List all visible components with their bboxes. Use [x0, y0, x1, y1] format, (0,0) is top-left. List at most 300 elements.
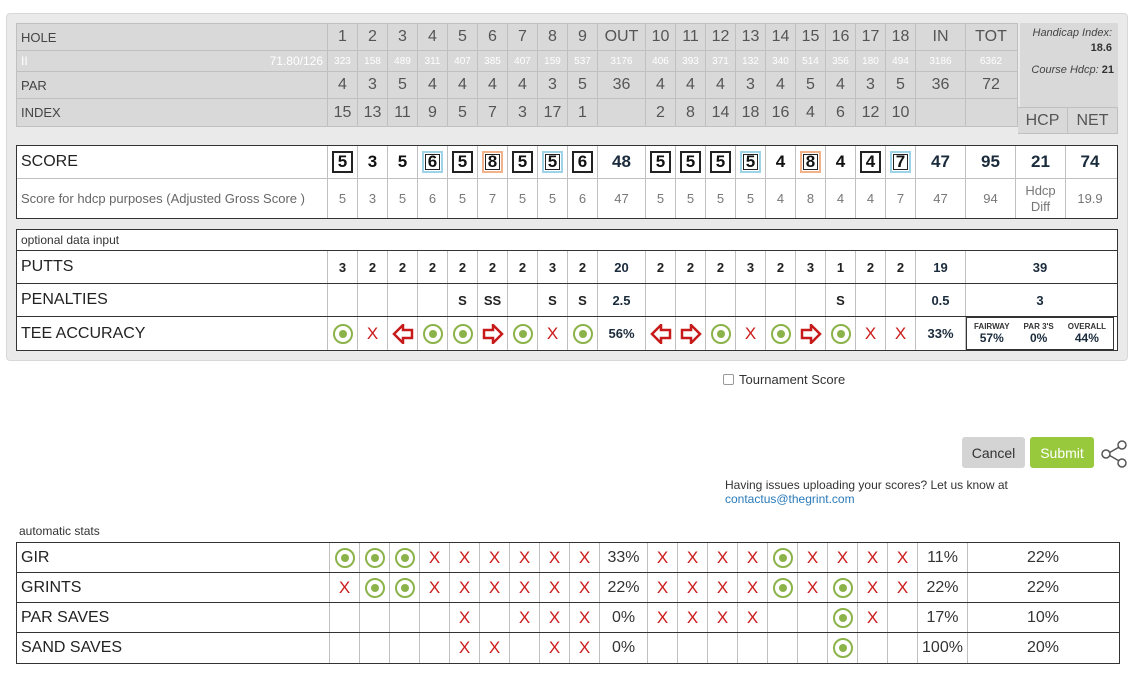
- hole-tee-accuracy[interactable]: [358, 317, 388, 350]
- hole-tee-accuracy[interactable]: [856, 317, 886, 350]
- hole-putts[interactable]: 2: [358, 251, 388, 283]
- x-icon: X: [806, 547, 819, 567]
- x-icon: X: [428, 577, 441, 597]
- hole-putts[interactable]: 2: [886, 251, 916, 283]
- hole-index: 15: [328, 99, 358, 126]
- penalties-label: PENALTIES: [17, 284, 328, 316]
- hole-score-input[interactable]: 5: [680, 151, 701, 173]
- x-icon: X: [896, 577, 909, 597]
- in-par: 36: [916, 72, 966, 98]
- hole-score-input[interactable]: 8: [482, 151, 503, 173]
- auto-stat-hole: [648, 603, 678, 632]
- auto-stat-hole: [360, 573, 390, 602]
- target-icon: [833, 608, 853, 628]
- target-icon: [395, 578, 415, 598]
- yardage-row: [17, 51, 1017, 72]
- hole-index: 17: [538, 99, 568, 126]
- hole-penalties[interactable]: [418, 284, 448, 316]
- x-icon: X: [458, 638, 471, 657]
- auto-stat-hole: [450, 633, 480, 663]
- hole-index: 13: [358, 99, 388, 126]
- adjusted-hole-score: 5: [706, 179, 736, 218]
- hole-putts[interactable]: 3: [538, 251, 568, 283]
- adjusted-hole-score: 5: [538, 179, 568, 218]
- index-label: INDEX: [17, 99, 328, 126]
- hole-par: 4: [418, 72, 448, 98]
- hole-putts[interactable]: 2: [676, 251, 706, 283]
- hole-index: 14: [706, 99, 736, 126]
- x-icon: X: [686, 547, 699, 567]
- hole-number: 15: [796, 24, 826, 50]
- x-icon: X: [656, 547, 669, 567]
- hole-index: 6: [826, 99, 856, 126]
- x-icon: X: [546, 323, 559, 343]
- auto-stat-hole: [648, 633, 678, 663]
- adjusted-hole-score: 4: [766, 179, 796, 218]
- tee-label: [17, 51, 328, 71]
- hole-penalties[interactable]: [736, 284, 766, 316]
- hole-penalties[interactable]: [388, 284, 418, 316]
- x-icon: X: [338, 577, 351, 597]
- arrow-right-icon: [800, 324, 822, 344]
- auto-stat-hole: [678, 543, 708, 572]
- score-row: [17, 146, 1117, 179]
- hole-index: 1: [568, 99, 598, 126]
- target-icon: [395, 548, 415, 568]
- target-icon: [833, 638, 853, 658]
- hole-index: 7: [478, 99, 508, 126]
- auto-stat-hole: [678, 573, 708, 602]
- hole-tee-accuracy[interactable]: [886, 317, 916, 350]
- out-penalties: 2.5: [598, 284, 646, 316]
- hole-tee-accuracy[interactable]: [736, 317, 766, 350]
- hole-number: 9: [568, 24, 598, 50]
- hole-score-cell: [478, 146, 508, 178]
- auto-stat-hole: [828, 633, 858, 663]
- par3-value: 0%: [1029, 331, 1048, 345]
- hole-score-input[interactable]: 7: [890, 151, 911, 173]
- hole-putts[interactable]: 2: [418, 251, 448, 283]
- hole-putts[interactable]: 2: [508, 251, 538, 283]
- hole-penalties[interactable]: [328, 284, 358, 316]
- hole-index: 5: [448, 99, 478, 126]
- hole-penalties[interactable]: S: [538, 284, 568, 316]
- out-par: 36: [598, 72, 646, 98]
- share-icon[interactable]: [1100, 440, 1128, 468]
- auto-stat-hole: [858, 633, 888, 663]
- hole-yardage: 494: [886, 51, 916, 71]
- auto-stat-hole: [330, 603, 360, 632]
- hole-tee-accuracy[interactable]: [328, 317, 358, 350]
- hole-tee-accuracy[interactable]: [568, 317, 598, 350]
- target-icon: [831, 324, 851, 344]
- target-icon: [365, 548, 385, 568]
- x-icon: X: [548, 547, 561, 567]
- hole-putts[interactable]: 2: [856, 251, 886, 283]
- adjusted-hole-score: 5: [676, 179, 706, 218]
- automatic-stats-table: [16, 542, 1120, 664]
- auto-stat-hole: [420, 543, 450, 572]
- total-yardage: 6362: [979, 55, 1003, 67]
- x-icon: X: [518, 577, 531, 597]
- contact-email-link[interactable]: contactus@thegrint.com: [725, 492, 855, 506]
- fairway-stat: [974, 322, 1010, 345]
- auto-stat-out: 33%: [600, 543, 648, 572]
- hole-putts[interactable]: 2: [478, 251, 508, 283]
- x-icon: X: [686, 607, 699, 627]
- hcp-label: HCP: [1018, 108, 1068, 133]
- hole-putts[interactable]: 2: [766, 251, 796, 283]
- auto-stat-hole: [390, 573, 420, 602]
- fairway-label: FAIRWAY: [973, 322, 1010, 331]
- auto-stat-hole: [888, 603, 918, 632]
- adjusted-hole-score: 4: [826, 179, 856, 218]
- auto-stat-hole: [768, 543, 798, 572]
- target-icon: [365, 578, 385, 598]
- adjusted-hole-score: 4: [856, 179, 886, 218]
- hole-putts[interactable]: 2: [388, 251, 418, 283]
- x-icon: X: [428, 547, 441, 567]
- out-yardage: 3176: [598, 51, 646, 71]
- tot-index-empty: [966, 99, 1016, 126]
- hole-index: 4: [796, 99, 826, 126]
- x-icon: X: [656, 577, 669, 597]
- hole-tee-accuracy[interactable]: [646, 317, 676, 350]
- in-penalties: 0.5: [916, 284, 966, 316]
- auto-stat-label: PAR SAVES: [17, 603, 330, 632]
- hole-tee-accuracy[interactable]: [676, 317, 706, 350]
- x-icon: X: [864, 323, 877, 343]
- hole-tee-accuracy[interactable]: [706, 317, 736, 350]
- hole-number: 10: [646, 24, 676, 50]
- auto-stat-total: 22%: [1026, 548, 1060, 566]
- submit-button[interactable]: Submit: [1030, 437, 1094, 468]
- hole-putts[interactable]: 2: [448, 251, 478, 283]
- tournament-score-checkbox[interactable]: [723, 374, 734, 385]
- scorecard-header: [16, 23, 1018, 127]
- in-score: 47: [916, 146, 966, 178]
- out-putts: 20: [598, 251, 646, 283]
- hole-tee-accuracy[interactable]: [796, 317, 826, 350]
- x-icon: X: [716, 547, 729, 567]
- auto-stat-out: 0%: [600, 603, 648, 632]
- hole-putts[interactable]: 3: [328, 251, 358, 283]
- total-putts: 39: [1032, 259, 1048, 275]
- hole-index: 3: [508, 99, 538, 126]
- x-icon: X: [866, 547, 879, 567]
- tournament-score-label: Tournament Score: [739, 372, 846, 387]
- auto-stat-hole: [390, 603, 420, 632]
- hole-par: 4: [328, 72, 358, 98]
- hole-tee-accuracy[interactable]: [538, 317, 568, 350]
- adjusted-hole-score: 5: [736, 179, 766, 218]
- hole-score-cell: [736, 146, 766, 178]
- auto-stat-hole: [330, 633, 360, 663]
- auto-stat-hole: [768, 603, 798, 632]
- adjusted-hole-score: 3: [358, 179, 388, 218]
- hole-index: 8: [676, 99, 706, 126]
- hole-putts[interactable]: 2: [568, 251, 598, 283]
- auto-stat-out: 22%: [600, 573, 648, 602]
- adjusted-hole-score: 7: [478, 179, 508, 218]
- hole-number: 18: [886, 24, 916, 50]
- hole-putts[interactable]: 2: [646, 251, 676, 283]
- x-icon: X: [518, 547, 531, 567]
- hole-tee-accuracy[interactable]: [826, 317, 856, 350]
- hole-score-cell: [388, 146, 418, 178]
- hole-index: 9: [418, 99, 448, 126]
- hole-score-input[interactable]: 5: [650, 151, 671, 173]
- hole-tee-accuracy[interactable]: [478, 317, 508, 350]
- hole-yardage: 407: [448, 51, 478, 71]
- hole-penalties[interactable]: S: [448, 284, 478, 316]
- x-icon: X: [578, 607, 591, 627]
- par3-label: PAR 3'S: [1023, 322, 1054, 331]
- target-icon: [773, 548, 793, 568]
- index-row: [17, 99, 1017, 126]
- hole-score-input[interactable]: 6: [422, 151, 443, 173]
- auto-stat-hole: [330, 543, 360, 572]
- hole-penalties[interactable]: [706, 284, 736, 316]
- hole-score-input[interactable]: 5: [512, 151, 533, 173]
- hole-number: 14: [766, 24, 796, 50]
- hole-penalties[interactable]: [796, 284, 826, 316]
- auto-stat-in: 11%: [918, 543, 968, 572]
- x-icon: X: [578, 547, 591, 567]
- putts-row: [17, 251, 1117, 284]
- auto-stat-hole: [330, 573, 360, 602]
- overall-stat: [1068, 322, 1106, 345]
- auto-stat-hole: [738, 573, 768, 602]
- target-icon: [711, 324, 731, 344]
- adjusted-hole-score: 6: [568, 179, 598, 218]
- arrow-right-icon: [482, 324, 504, 344]
- out-index-empty: [598, 99, 646, 126]
- automatic-stats-title: automatic stats: [19, 524, 100, 538]
- total-score: 95: [966, 146, 1016, 178]
- auto-stat-hole: [798, 603, 828, 632]
- hole-score-input[interactable]: 4: [860, 151, 881, 173]
- hole-score-input[interactable]: 5: [740, 151, 761, 173]
- auto-stat-hole: [708, 573, 738, 602]
- hole-number: 8: [538, 24, 568, 50]
- hole-tee-accuracy[interactable]: [388, 317, 418, 350]
- adjusted-score-label: Score for hdcp purposes (Adjusted Gross Score ): [17, 179, 328, 218]
- hole-index: 2: [646, 99, 676, 126]
- auto-stat-hole: [480, 573, 510, 602]
- auto-stat-hole: [678, 633, 708, 663]
- auto-stat-hole: [540, 603, 570, 632]
- handicap-index-value: 18.6: [1090, 42, 1112, 54]
- arrow-right-icon: [680, 324, 702, 344]
- hole-number: 17: [856, 24, 886, 50]
- hole-row: [17, 24, 1017, 51]
- adjusted-hole-score: 5: [328, 179, 358, 218]
- total-par: 72: [982, 76, 1000, 93]
- x-icon: X: [488, 577, 501, 597]
- hole-score-input[interactable]: 3: [367, 152, 378, 171]
- hole-number: 2: [358, 24, 388, 50]
- hole-penalties[interactable]: S: [826, 284, 856, 316]
- hole-putts[interactable]: 1: [826, 251, 856, 283]
- hole-yardage: 371: [706, 51, 736, 71]
- auto-stat-row: [17, 543, 1119, 573]
- hole-tee-accuracy[interactable]: [448, 317, 478, 350]
- hole-score-input[interactable]: 8: [800, 151, 821, 173]
- hole-par: 4: [706, 72, 736, 98]
- hole-penalties[interactable]: [766, 284, 796, 316]
- auto-stat-hole: [480, 603, 510, 632]
- x-icon: X: [746, 577, 759, 597]
- target-icon: [513, 324, 533, 344]
- hole-score-input[interactable]: 5: [332, 151, 353, 173]
- hole-score-input[interactable]: 4: [775, 152, 786, 171]
- handicap-info: [1020, 23, 1118, 107]
- hole-penalties[interactable]: SS: [478, 284, 508, 316]
- auto-stat-hole: [540, 573, 570, 602]
- par3-stat: [1024, 322, 1054, 345]
- hole-number: 7: [508, 24, 538, 50]
- hole-tee-accuracy[interactable]: [508, 317, 538, 350]
- hole-par: 4: [826, 72, 856, 98]
- auto-stat-hole: [678, 603, 708, 632]
- target-icon: [773, 578, 793, 598]
- cancel-button[interactable]: Cancel: [962, 437, 1025, 468]
- in-tee-accuracy: 33%: [916, 317, 966, 350]
- hole-par: 5: [568, 72, 598, 98]
- hole-yardage: 180: [856, 51, 886, 71]
- hole-yardage: 385: [478, 51, 508, 71]
- auto-stat-hole: [420, 573, 450, 602]
- hole-tee-accuracy[interactable]: [766, 317, 796, 350]
- hole-yardage: 311: [418, 51, 448, 71]
- auto-stat-hole: [738, 633, 768, 663]
- hole-penalties[interactable]: [508, 284, 538, 316]
- hole-label: HOLE: [17, 24, 328, 50]
- auto-stat-row: [17, 603, 1119, 633]
- hole-putts[interactable]: 2: [706, 251, 736, 283]
- adjusted-hole-score: 7: [886, 179, 916, 218]
- course-handicap-label: Course Hdcp:: [1031, 64, 1099, 76]
- auto-stat-hole: [828, 603, 858, 632]
- hole-score-cell: [418, 146, 448, 178]
- hcp-value: 21: [1016, 146, 1066, 178]
- auto-stat-in: 17%: [918, 603, 968, 632]
- hole-par: 4: [676, 72, 706, 98]
- hole-penalties[interactable]: S: [568, 284, 598, 316]
- hole-score-input[interactable]: 5: [542, 151, 563, 173]
- x-icon: X: [836, 547, 849, 567]
- hole-putts[interactable]: 3: [736, 251, 766, 283]
- arrow-left-icon: [650, 324, 672, 344]
- x-icon: X: [458, 547, 471, 567]
- hole-yardage: 132: [736, 51, 766, 71]
- x-icon: X: [894, 323, 907, 343]
- hole-score-cell: [676, 146, 706, 178]
- auto-stat-row: [17, 633, 1119, 663]
- auto-stat-hole: [828, 543, 858, 572]
- auto-stat-hole: [450, 543, 480, 572]
- auto-stat-hole: [570, 573, 600, 602]
- hole-index: 12: [856, 99, 886, 126]
- hole-penalties[interactable]: [646, 284, 676, 316]
- hole-score-input[interactable]: 5: [397, 152, 408, 171]
- hole-yardage: 323: [328, 51, 358, 71]
- hole-score-input[interactable]: 5: [710, 151, 731, 173]
- tournament-score[interactable]: [723, 372, 845, 387]
- hole-tee-accuracy[interactable]: [418, 317, 448, 350]
- hole-score-input[interactable]: 6: [572, 151, 593, 173]
- auto-stat-hole: [390, 543, 420, 572]
- adjusted-hole-score: 8: [796, 179, 826, 218]
- hole-index: 10: [886, 99, 916, 126]
- x-icon: X: [866, 607, 879, 627]
- out-score: 48: [598, 146, 646, 178]
- hole-score-cell: [358, 146, 388, 178]
- hole-putts[interactable]: 3: [796, 251, 826, 283]
- target-icon: [423, 324, 443, 344]
- adjusted-hole-score: 6: [418, 179, 448, 218]
- auto-stat-hole: [798, 633, 828, 663]
- hole-score-input[interactable]: 4: [835, 152, 846, 171]
- hole-number: 11: [676, 24, 706, 50]
- hole-number: 13: [736, 24, 766, 50]
- hole-penalties[interactable]: [358, 284, 388, 316]
- handicap-index-label: Handicap Index:: [1032, 27, 1112, 39]
- auto-stat-total: 22%: [1026, 578, 1060, 596]
- hole-score-input[interactable]: 5: [452, 151, 473, 173]
- auto-stat-hole: [648, 543, 678, 572]
- hole-score-cell: [856, 146, 886, 178]
- tot-label: TOT: [975, 28, 1007, 45]
- x-icon: X: [746, 547, 759, 567]
- auto-stat-hole: [480, 633, 510, 663]
- auto-stat-hole: [888, 633, 918, 663]
- hole-yardage: 393: [676, 51, 706, 71]
- auto-stat-hole: [480, 543, 510, 572]
- score-label: SCORE: [17, 146, 328, 178]
- hole-penalties[interactable]: [886, 284, 916, 316]
- score-section: [16, 145, 1118, 219]
- x-icon: X: [548, 577, 561, 597]
- adjusted-total: 94: [966, 179, 1016, 218]
- target-icon: [333, 324, 353, 344]
- hole-index: 16: [766, 99, 796, 126]
- adjusted-score-row: [17, 179, 1117, 218]
- auto-stat-hole: [570, 633, 600, 663]
- par-label: PAR: [17, 72, 328, 98]
- auto-stat-out: 0%: [600, 633, 648, 663]
- in-label: IN: [916, 24, 966, 50]
- hole-penalties[interactable]: [676, 284, 706, 316]
- net-label: NET: [1076, 111, 1109, 129]
- auto-stat-hole: [798, 573, 828, 602]
- auto-stat-hole: [570, 603, 600, 632]
- hdcp-diff-label: Hdcp Diff: [1016, 179, 1066, 218]
- auto-stat-total: 20%: [1026, 639, 1060, 656]
- x-icon: X: [716, 577, 729, 597]
- auto-stat-hole: [570, 543, 600, 572]
- course-handicap-value: 21: [1101, 64, 1114, 76]
- hole-penalties[interactable]: [856, 284, 886, 316]
- auto-stat-hole: [828, 573, 858, 602]
- hole-number: 3: [388, 24, 418, 50]
- adjusted-hole-score: 5: [448, 179, 478, 218]
- tee-accuracy-stats: [967, 318, 1113, 349]
- x-icon: X: [686, 577, 699, 597]
- par-row: [17, 72, 1017, 99]
- auto-stat-hole: [510, 543, 540, 572]
